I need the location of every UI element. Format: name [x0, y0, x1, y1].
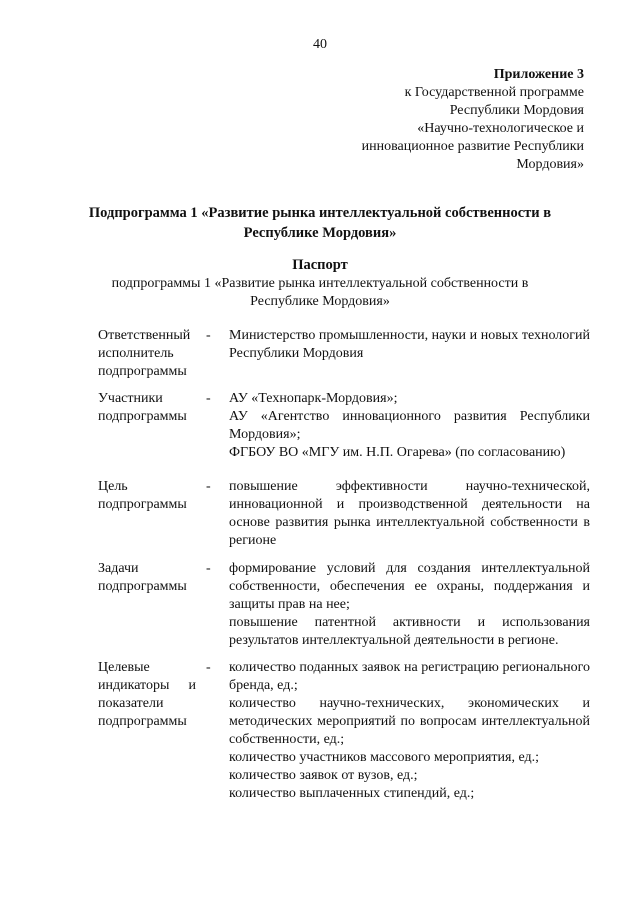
row-label [98, 478, 210, 514]
row-value-item: количество заявок от вузов, ед.; [229, 768, 418, 783]
appendix-line: инновационное развитие Республики [361, 139, 584, 154]
row-label [98, 560, 210, 596]
row-value-item: количество поданных заявок на регистрацию регионального бренда, ед.; [229, 660, 590, 693]
row-value [229, 390, 590, 462]
row-value-item: АУ «Технопарк-Мордовия»; [229, 391, 398, 406]
row-label-line: подпрограммы [98, 579, 187, 594]
row-label-line: Участники [98, 391, 163, 406]
row-value [229, 659, 590, 803]
row-label-line: подпрограммы [98, 714, 187, 729]
passport-subtitle [60, 275, 580, 311]
row-value [229, 560, 590, 650]
row-value-item: Министерство промышленности, науки и новых технологий Республики Мордовия [229, 328, 590, 361]
row-dash: - [206, 561, 211, 576]
row-label-line: Целевые [98, 660, 150, 675]
page-number: 40 [313, 37, 327, 52]
passport-title: Паспорт [292, 257, 348, 273]
row-label-line: подпрограммы [98, 497, 187, 512]
row-value-item: ФГБОУ ВО «МГУ им. Н.П. Огарева» (по согласованию) [229, 445, 566, 460]
row-label-line: Цель [98, 479, 128, 494]
row-value-item: повышение эффективности научно-технической, инновационной и производственной деятельности на основе развития рынка интеллектуальной собственности в регионе [229, 479, 590, 548]
appendix-line: Республики Мордовия [449, 103, 584, 118]
row-label-line: исполнитель [98, 346, 174, 361]
appendix-header [304, 66, 584, 174]
row-label [98, 327, 210, 381]
row-value [229, 478, 590, 550]
row-value-item: формирование условий для создания интеллектуальной собственности, обеспечения ее охраны, поддержания и защиты прав на нее; [229, 561, 590, 612]
subprogram-title [60, 203, 580, 243]
row-label [98, 659, 210, 731]
row-value-item: повышение патентной активности и использования результатов интеллектуальной деятельности в регионе. [229, 615, 590, 648]
row-dash: - [206, 479, 211, 494]
row-value-item: количество научно-технических, экономических и методических мероприятий по вопросам интеллектуальной собственности, ед.; [229, 696, 590, 747]
row-label-line: Ответственный [98, 328, 191, 343]
row-label-line: подпрограммы [98, 409, 187, 424]
row-value-item: количество выплаченных стипендий, ед.; [229, 786, 475, 801]
passport-subtitle-line: Республике Мордовия» [250, 294, 390, 309]
appendix-title: Приложение 3 [493, 67, 584, 82]
row-value-item: количество участников массового мероприятия, ед.; [229, 750, 540, 765]
appendix-line: «Научно-технологическое и [417, 121, 584, 136]
row-label-line: индикаторы и [98, 678, 196, 693]
row-label-line: Задачи [98, 561, 139, 576]
row-dash: - [206, 328, 211, 343]
row-dash: - [206, 391, 211, 406]
subprogram-title-line: Республике Мордовия» [243, 225, 397, 241]
row-label-line: подпрограммы [98, 364, 187, 379]
passport-subtitle-line: подпрограммы 1 «Развитие рынка интеллектуальной собственности в [111, 276, 529, 291]
row-label [98, 390, 210, 426]
row-label-line: показатели [98, 696, 164, 711]
row-value-item: АУ «Агентство инновационного развития Республики Мордовия»; [229, 409, 590, 442]
appendix-line: Мордовия» [516, 157, 584, 172]
row-value [229, 327, 590, 363]
appendix-line: к Государственной программе [404, 85, 584, 100]
row-dash: - [206, 660, 211, 675]
subprogram-title-line: Подпрограмма 1 «Развитие рынка интеллектуальной собственности в [88, 205, 552, 221]
